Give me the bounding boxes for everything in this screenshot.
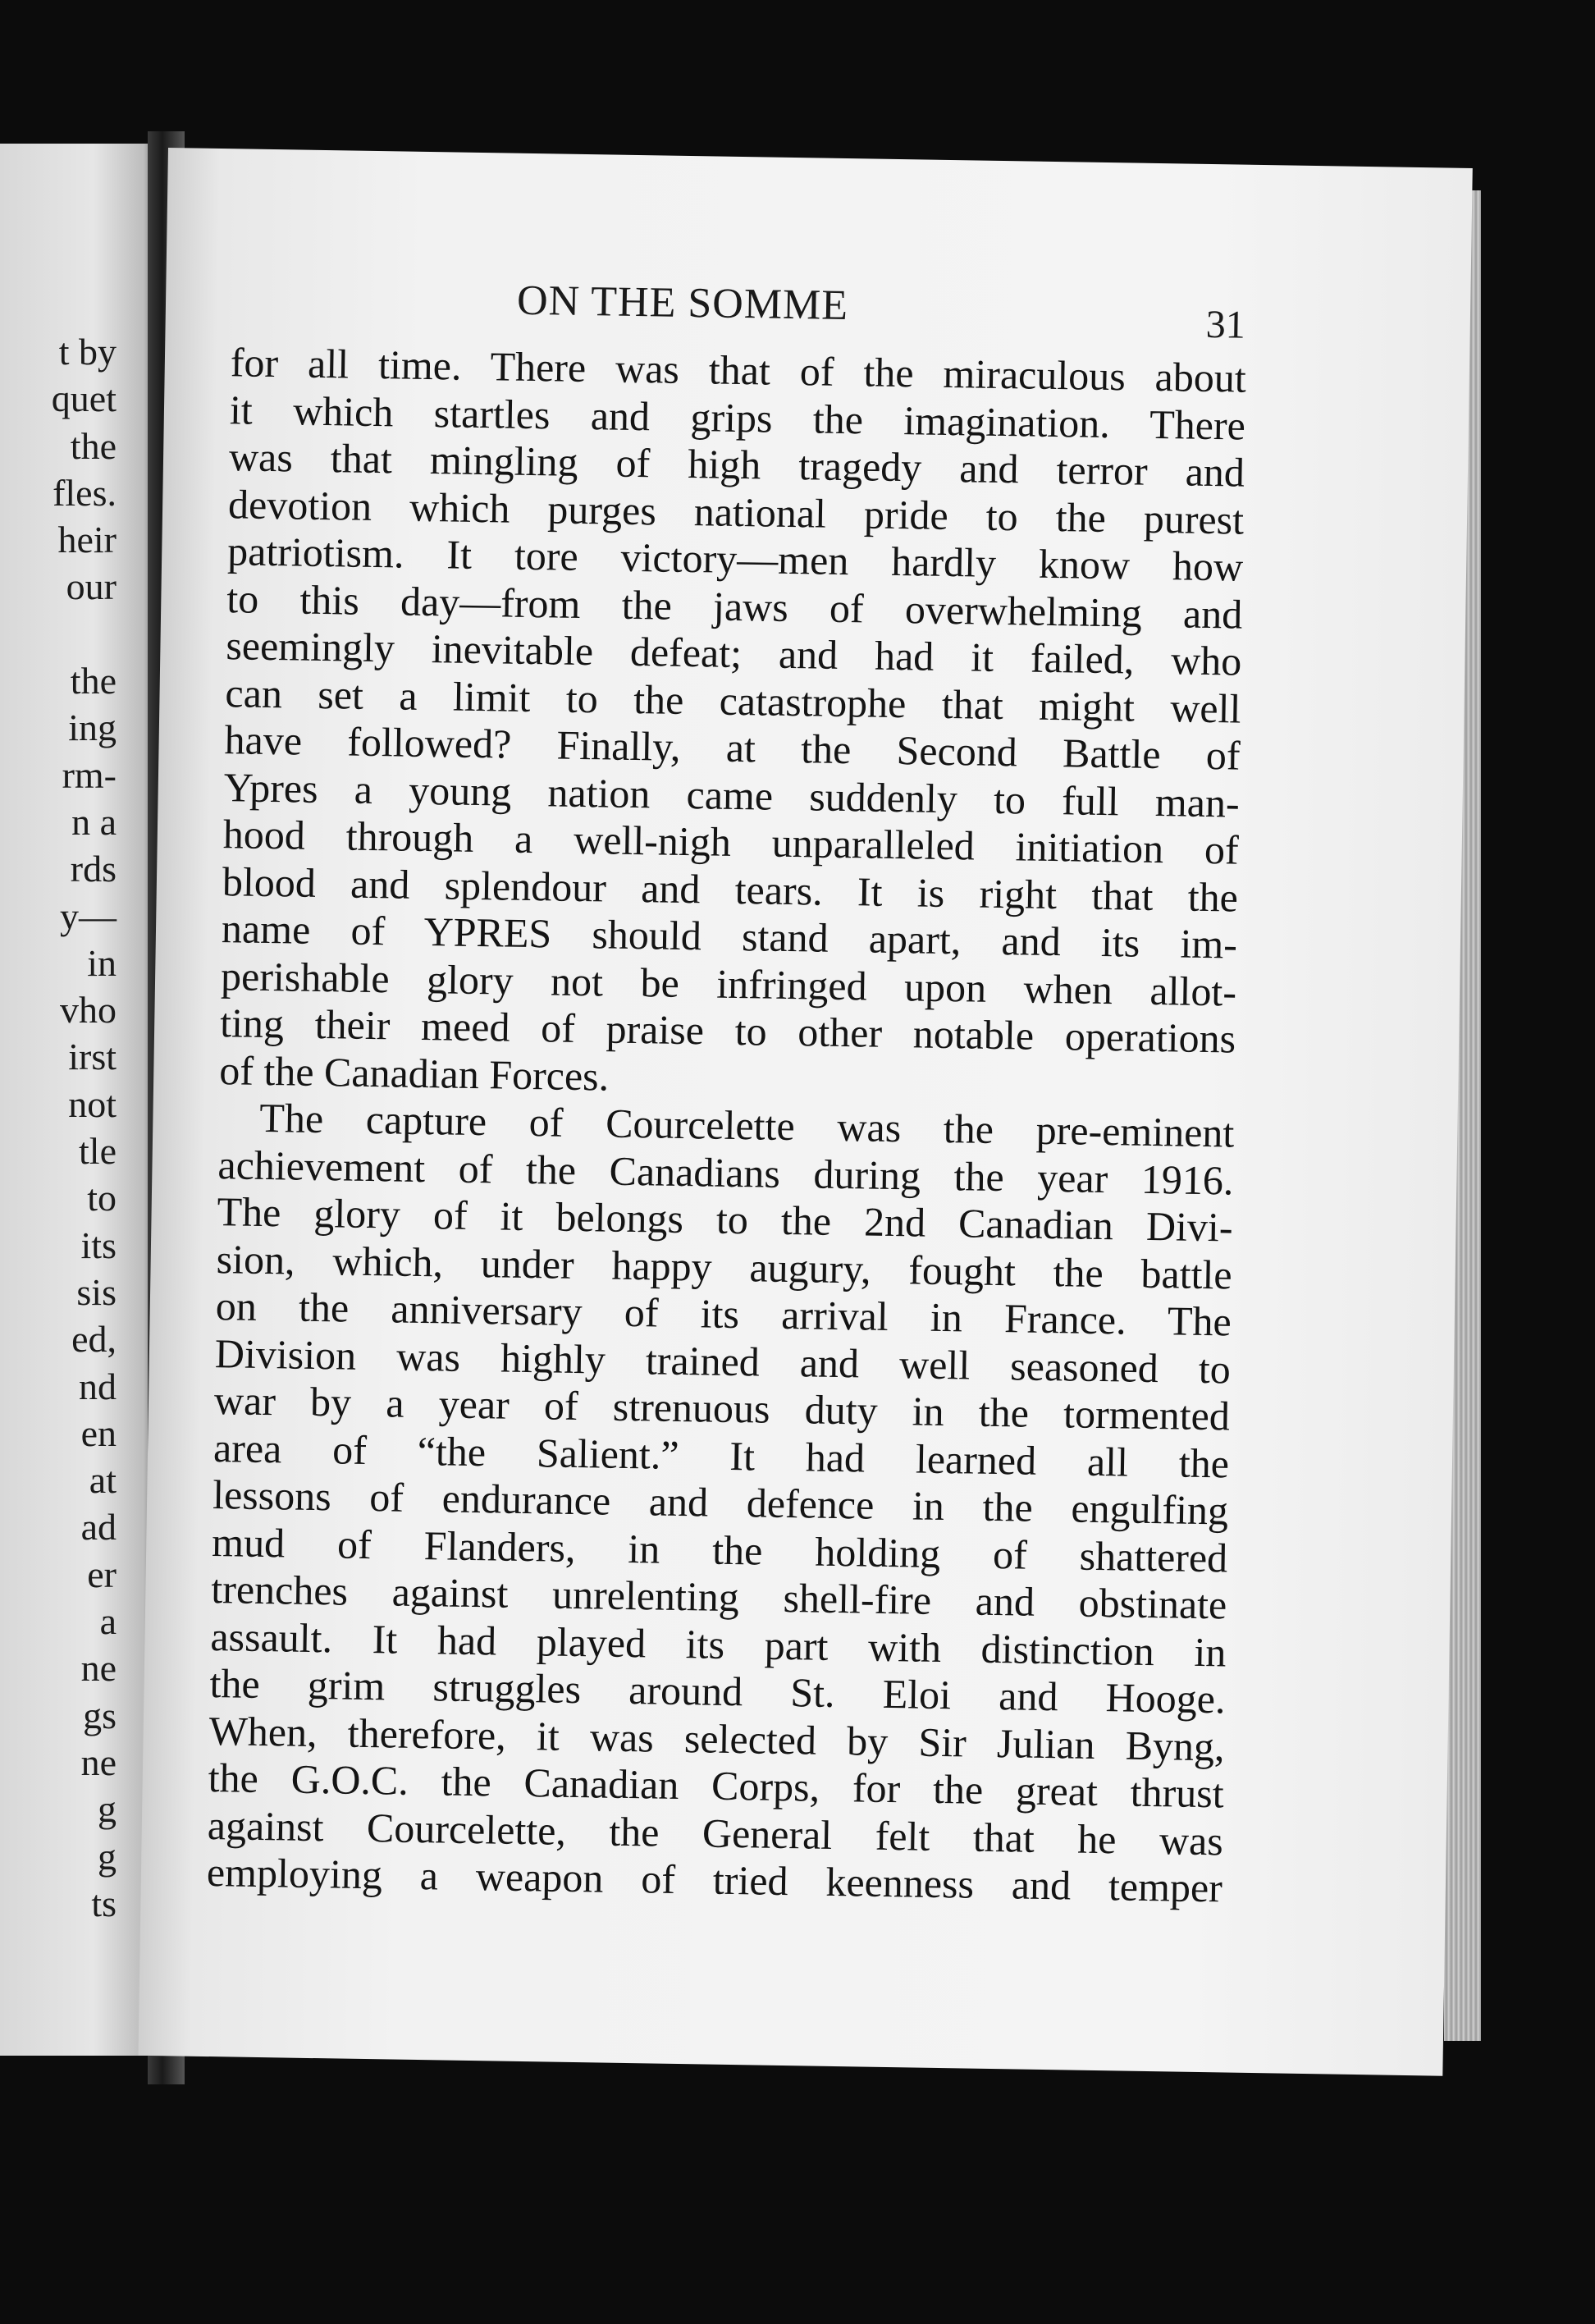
left-page-fragment: ing [68,707,117,749]
text-line-content: it which startles and grips the imagination. There [229,386,1246,449]
text-line-content: the grim struggles around St. Eloi and Hooge. [209,1660,1226,1722]
left-page-fragment: nd [79,1365,117,1407]
left-page-fragment: heir [57,519,117,561]
left-page-fragment: vho [60,989,117,1032]
left-page-fragment: to [87,1177,117,1219]
left-page-fragment: in [87,941,117,984]
left-page-fragment: irst [68,1036,117,1078]
text-line-content: The glory of it belongs to the 2nd Canadian Divi- [217,1188,1233,1251]
left-page-fragment: er [87,1553,117,1595]
left-page-fragment: ne [80,1647,117,1690]
left-page-fragment: the [70,660,117,702]
left-page-fragment [52,611,117,657]
text-line-content: ting their meed of praise to other notable operations [219,1000,1236,1062]
text-line-content: name of YPRES should stand apart, and its im- [221,905,1238,968]
left-page-fragment: not [68,1082,117,1125]
left-page-fragment: ed, [71,1318,117,1361]
text-line-content: lessons of endurance and defence in the engulfing [212,1471,1229,1534]
body-text [207,339,1247,1912]
left-page-fragment: rm- [62,753,117,796]
text-line-content: can set a limit to the catastrophe that might well [225,669,1241,732]
text-line-content: was that mingling of high tragedy and terror and [228,433,1245,496]
text-line-content: war by a year of strenuous duty in the tormented [213,1377,1231,1439]
text-line-content: sion, which, under happy augury, fought the battle [216,1235,1233,1298]
text-line-content: devotion which purges national pride to the purest [227,480,1245,543]
text-line-content: to this day—from the jaws of overwhelming and [226,574,1243,638]
text-line-content: the G.O.C. the Canadian Corps, for the great thrust [208,1754,1225,1817]
left-page-fragment: ad [80,1506,117,1549]
text-line-content: mud of Flanders, in the holding of shattered [211,1518,1228,1581]
left-page-fragment: ne [80,1741,117,1783]
text-line-content: have followed? Finally, at the Second Battle of [224,716,1241,779]
left-page-fragment: y— [60,894,117,937]
text-line-content: against Courcelette, the General felt that he was [207,1801,1224,1864]
left-page-fragment: rds [70,848,117,890]
text-line-content: patriotism. It tore victory—men hardly know how [226,528,1244,590]
left-page-fragment: g [98,1835,117,1878]
left-page-fragment: quet [51,377,117,420]
text-line-content: blood and splendour and tears. It is right that the [222,858,1239,921]
text-line-content: trenches against unrelenting shell-fire and obstinate [210,1566,1227,1628]
left-page-fragment: ts [91,1882,117,1924]
right-page [138,148,1472,2076]
text-line-content: achievement of the Canadians during the year 1916. [217,1141,1234,1204]
text-line-content: hood through a well-nigh unparalleled initiation of [222,811,1240,873]
left-page-fragment: the [70,424,117,467]
text-line-content: perishable glory not be infringed upon when allot- [220,952,1237,1015]
text-line-content: assault. It had played its part with distinction in [210,1613,1227,1675]
text-line-content: area of “the Salient.” It had learned all the [213,1424,1230,1487]
text-line-content: Division was highly trained and well seasoned to [214,1329,1232,1393]
text-line-content: for all time. There was that of the miraculous about [230,339,1247,401]
text-line-content: of the Canadian Forces. [218,1046,610,1100]
left-page-fragment: at [89,1459,117,1502]
left-page-fragment: tle [79,1130,117,1173]
left-page-fragment: en [80,1411,117,1454]
left-page-text-fragments [52,328,117,1927]
running-head: ON THE SOMME [516,277,849,330]
left-page-fragment: sis [76,1270,117,1313]
text-line-content: employing a weapon of tried keenness and temper [206,1849,1223,1911]
left-page-fragment: a [99,1600,117,1643]
left-page-fragment: g [98,1788,117,1831]
left-page-fragment: n a [71,800,117,843]
left-page-fragment: fles. [53,471,117,514]
text-line-content: seemingly inevitable defeat; and had it failed, who [226,622,1242,684]
left-page-fragment: our [66,565,117,608]
text-line-content: on the anniversary of its arrival in France. The [215,1283,1232,1345]
left-page-fragment: t by [58,331,117,373]
left-facing-page [0,144,156,2056]
left-page-fragment: its [80,1224,117,1266]
page-number: 31 [1205,302,1246,347]
text-line-content: The capture of Courcelette was the pre-eminent [259,1094,1235,1156]
left-page-fragment: gs [83,1694,117,1736]
text-line-content: Ypres a young nation came suddenly to full man- [223,763,1241,826]
text-line-content: When, therefore, it was selected by Sir Julian Byng, [208,1707,1226,1769]
